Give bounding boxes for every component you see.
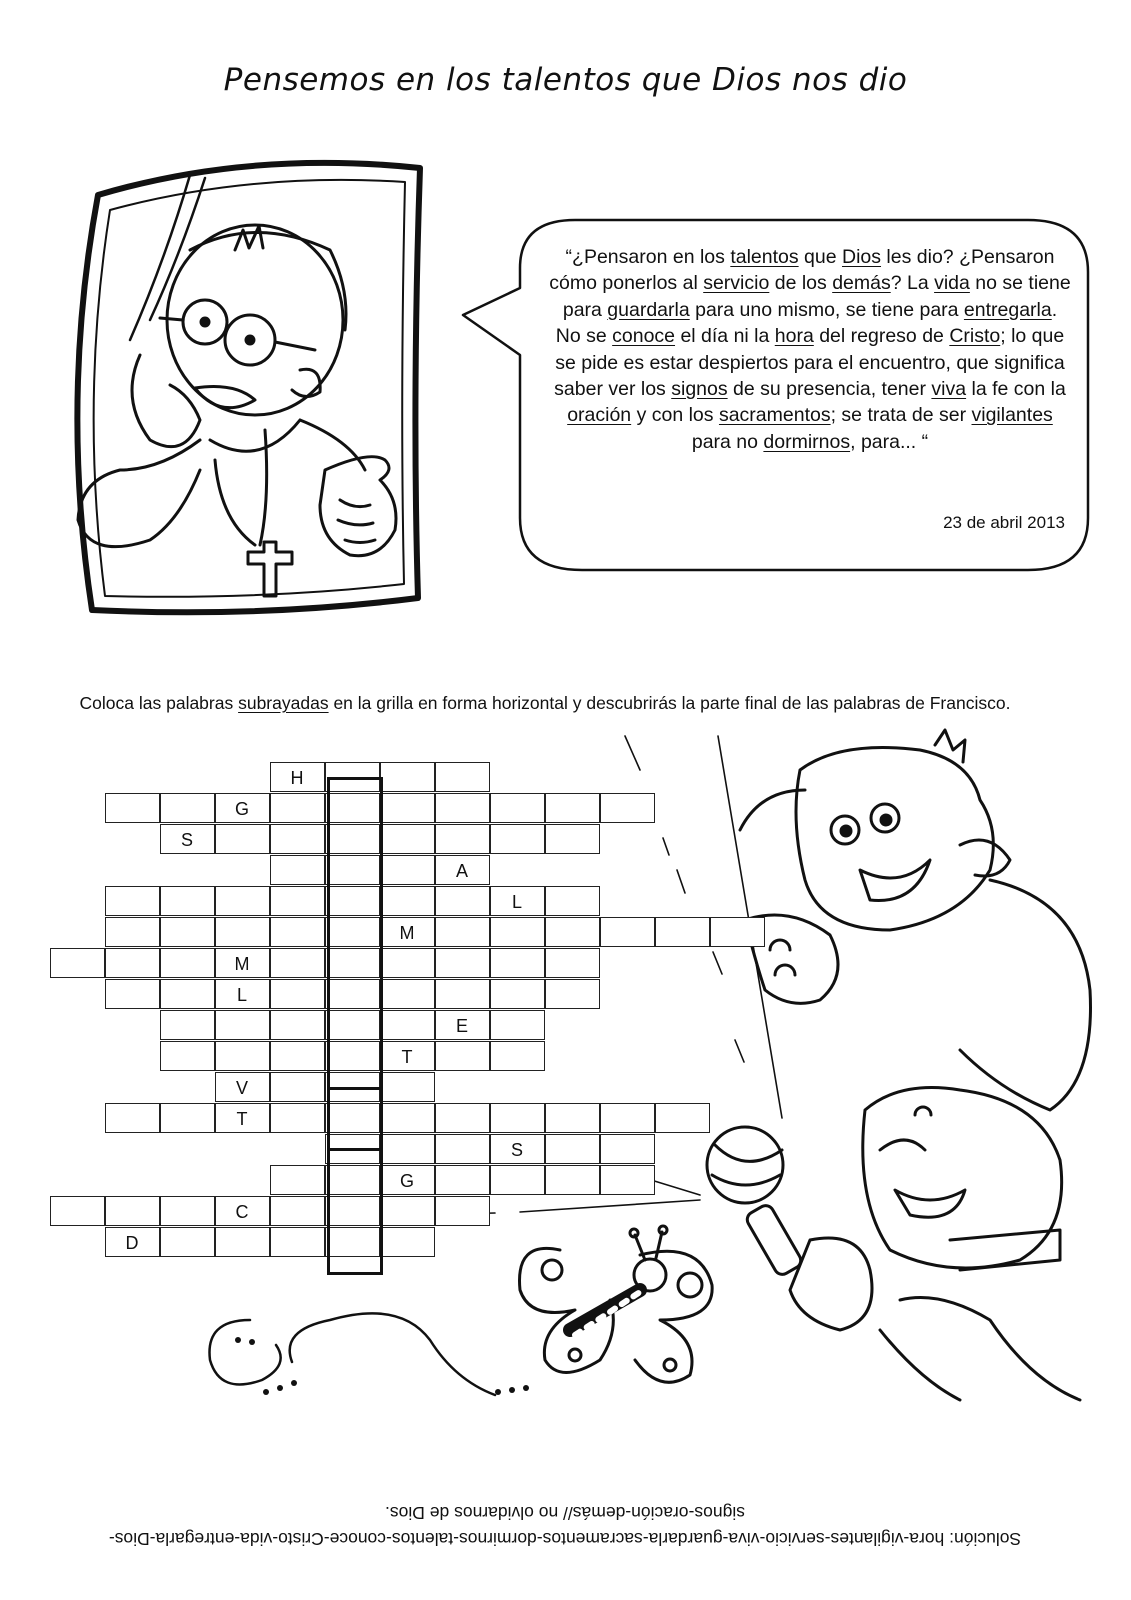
crossword-cell[interactable]: [215, 824, 270, 854]
pope-illustration: [77, 163, 420, 612]
crossword-cell[interactable]: S: [160, 824, 215, 854]
crossword-cell[interactable]: [160, 1041, 215, 1071]
crossword-cell[interactable]: [105, 1103, 160, 1133]
crossword-cell[interactable]: [435, 793, 490, 823]
crossword-cell[interactable]: [105, 979, 160, 1009]
crossword-cell[interactable]: [435, 1103, 490, 1133]
crossword-cell[interactable]: G: [215, 793, 270, 823]
crossword-cell[interactable]: [435, 762, 490, 792]
crossword-cell[interactable]: [545, 979, 600, 1009]
quote-segment: para uno mismo, se tiene para: [689, 298, 964, 321]
quote-segment: “¿Pensaron en los: [565, 246, 731, 268]
crossword-cell[interactable]: G: [380, 1165, 435, 1195]
crossword-cell[interactable]: C: [215, 1196, 270, 1226]
crossword-cell[interactable]: T: [215, 1103, 270, 1133]
crossword-cell[interactable]: [380, 1103, 435, 1133]
quote-segment: de los: [769, 272, 833, 295]
crossword-cell[interactable]: [105, 917, 160, 947]
crossword-cell[interactable]: D: [105, 1227, 160, 1257]
underlined-word: vigilantes: [971, 404, 1053, 427]
crossword-cell[interactable]: [270, 1010, 325, 1040]
crossword-cell[interactable]: [545, 948, 600, 978]
crossword-cell[interactable]: [380, 824, 435, 854]
quote-segment: el día ni la: [675, 325, 775, 348]
crossword-cell[interactable]: [490, 1165, 545, 1195]
quote-segment: del regreso de: [813, 325, 950, 348]
crossword-cell[interactable]: [160, 793, 215, 823]
crossword-cell[interactable]: [380, 886, 435, 916]
crossword-cell[interactable]: L: [215, 979, 270, 1009]
crossword-cell[interactable]: [490, 1010, 545, 1040]
quote-date: 23 de abril 2013: [943, 513, 1065, 532]
underlined-word: guardarla: [607, 298, 690, 321]
crossword-cell[interactable]: [325, 948, 380, 978]
crossword-cell[interactable]: [270, 824, 325, 854]
crossword-cell[interactable]: H: [270, 762, 325, 792]
underlined-word: viva: [931, 378, 967, 401]
crossword-cell[interactable]: [380, 793, 435, 823]
crossword-cell[interactable]: [270, 1196, 325, 1226]
crossword-cell[interactable]: T: [380, 1041, 435, 1071]
crossword-cell[interactable]: M: [380, 917, 435, 947]
crossword-cell[interactable]: [325, 1196, 380, 1226]
crossword-cell[interactable]: M: [215, 948, 270, 978]
crossword-cell[interactable]: E: [435, 1010, 490, 1040]
crossword-cell[interactable]: [490, 979, 545, 1009]
crossword-cell[interactable]: [655, 1103, 710, 1133]
crossword-cell[interactable]: [270, 917, 325, 947]
crossword-cell[interactable]: [270, 948, 325, 978]
crossword-cell[interactable]: [710, 917, 765, 947]
spiral-trail: [210, 1320, 281, 1385]
crossword-cell[interactable]: [160, 1010, 215, 1040]
crossword-cell[interactable]: [655, 917, 710, 947]
crossword-cell[interactable]: [380, 1010, 435, 1040]
crossword-cell[interactable]: [380, 855, 435, 885]
crossword-cell[interactable]: [600, 1134, 655, 1164]
underlined-word: Cristo: [949, 325, 1001, 348]
crossword-cell[interactable]: [545, 1103, 600, 1133]
crossword-cell[interactable]: [325, 793, 380, 823]
underlined-word: Dios: [842, 246, 882, 268]
crossword-cell[interactable]: [215, 917, 270, 947]
crossword-cell[interactable]: [545, 886, 600, 916]
crossword-cell[interactable]: [325, 1227, 380, 1257]
quote-segment: y con los: [631, 404, 719, 427]
crossword-cell[interactable]: [325, 1103, 380, 1133]
crossword-cell[interactable]: [380, 762, 435, 792]
underlined-word: oración: [567, 404, 632, 427]
crossword-cell[interactable]: [105, 793, 160, 823]
crossword-cell[interactable]: [325, 762, 380, 792]
crossword-cell[interactable]: [215, 1041, 270, 1071]
underlined-word: signos: [671, 378, 728, 401]
quote-segment: no se tiene para: [562, 272, 1071, 321]
instruction-after: en la grilla en forma horizontal y descubrirás la parte final de las palabras de Francisco.: [328, 693, 1011, 713]
crossword-cell[interactable]: [435, 948, 490, 978]
instruction-text: [60, 690, 1030, 716]
underlined-word: hora: [774, 325, 814, 348]
crossword-cell[interactable]: V: [215, 1072, 270, 1102]
crossword-cell[interactable]: [325, 855, 380, 885]
crossword-cell[interactable]: [490, 1041, 545, 1071]
crossword-cell[interactable]: [545, 824, 600, 854]
crossword-cell[interactable]: [215, 1227, 270, 1257]
crossword-cell[interactable]: [490, 793, 545, 823]
crossword-cell[interactable]: [270, 886, 325, 916]
crossword-cell[interactable]: [325, 1041, 380, 1071]
dotted-trail: [290, 1313, 495, 1395]
crossword-cell[interactable]: [545, 1165, 600, 1195]
crossword-cell[interactable]: [435, 824, 490, 854]
crossword-cell[interactable]: [600, 1165, 655, 1195]
crossword-cell[interactable]: [325, 979, 380, 1009]
underlined-word: demás: [832, 272, 891, 295]
crossword-cell[interactable]: [160, 917, 215, 947]
crossword-cell[interactable]: [270, 1165, 325, 1195]
underlined-word: talentos: [730, 246, 799, 268]
crossword-cell[interactable]: [380, 1196, 435, 1226]
crossword-cell[interactable]: [325, 1010, 380, 1040]
crossword-cell[interactable]: [380, 1072, 435, 1102]
crossword-cell[interactable]: [270, 1103, 325, 1133]
crossword-cell[interactable]: [435, 1134, 490, 1164]
children-illustration: [707, 730, 1091, 1400]
crossword-cell[interactable]: [435, 917, 490, 947]
underlined-word: entregarla: [963, 298, 1052, 321]
crossword-cell[interactable]: [160, 1196, 215, 1226]
quote-segment: de su presencia, tener: [727, 378, 932, 401]
crossword-cell[interactable]: [490, 1103, 545, 1133]
quote-segment: ; lo que se pide es estar despiertos para el encuentro, que significa saber ver los: [554, 325, 1065, 401]
pope-quote: [548, 244, 1072, 455]
crossword-cell[interactable]: [325, 824, 380, 854]
underlined-word: vida: [934, 272, 970, 295]
butterfly-illustration: [520, 1226, 713, 1382]
crossword-cell[interactable]: [325, 917, 380, 947]
quote-segment: para no: [691, 430, 764, 453]
crossword-cell[interactable]: [435, 1041, 490, 1071]
crossword-cell[interactable]: [160, 1227, 215, 1257]
crossword-cell[interactable]: [160, 979, 215, 1009]
crossword-cell[interactable]: [380, 948, 435, 978]
crossword-cell[interactable]: [600, 917, 655, 947]
crossword-cell[interactable]: [105, 886, 160, 916]
underlined-word: conoce: [612, 325, 676, 348]
underlined-word: dormirnos: [763, 430, 851, 453]
page-title: Pensemos en los talentos que Dios nos dio: [223, 62, 908, 98]
quote-segment: la fe con la: [966, 378, 1066, 401]
crossword-cell[interactable]: [435, 1165, 490, 1195]
crossword-cell[interactable]: [270, 1227, 325, 1257]
crossword-cell[interactable]: [270, 979, 325, 1009]
crossword-cell[interactable]: [50, 1196, 105, 1226]
crossword-cell[interactable]: [160, 948, 215, 978]
crossword-cell[interactable]: [215, 1010, 270, 1040]
instruction-underlined: subrayadas: [238, 693, 329, 713]
crossword-cell[interactable]: [105, 1196, 160, 1226]
crossword-cell[interactable]: [270, 855, 325, 885]
crossword-cell[interactable]: [50, 948, 105, 978]
crossword-cell[interactable]: [380, 1227, 435, 1257]
crossword-cell[interactable]: [490, 917, 545, 947]
crossword-cell[interactable]: [545, 917, 600, 947]
crossword-cell[interactable]: [270, 1072, 325, 1102]
crossword-cell[interactable]: [325, 1165, 380, 1195]
underlined-word: servicio: [703, 272, 770, 295]
solution-text: Solución: hora-vigilantes-servicio-viva-guardarla-sacramentos-dormirnos-talentos-conoce-Cristo-vida-entregarla-Dios-signos-oración-demás// no olvidarnos de Dios.: [108, 1503, 1022, 1549]
crossword-cell[interactable]: [380, 1134, 435, 1164]
crossword-cell[interactable]: L: [490, 886, 545, 916]
crossword-cell[interactable]: [545, 793, 600, 823]
key-column-divider: [327, 1087, 383, 1090]
crossword-cell[interactable]: [600, 1103, 655, 1133]
crossword-cell[interactable]: [490, 948, 545, 978]
crossword-cell[interactable]: [160, 1103, 215, 1133]
crossword-cell[interactable]: [435, 1196, 490, 1226]
crossword-cell[interactable]: [160, 886, 215, 916]
crossword-cell[interactable]: [215, 886, 270, 916]
crossword-cell[interactable]: [435, 979, 490, 1009]
crossword-cell[interactable]: [270, 793, 325, 823]
crossword-cell[interactable]: [600, 793, 655, 823]
crossword-cell[interactable]: [270, 1041, 325, 1071]
crossword-cell[interactable]: [545, 1134, 600, 1164]
crossword-cell[interactable]: [105, 948, 160, 978]
crossword-cell[interactable]: [325, 886, 380, 916]
quote-segment: ; se trata de ser: [830, 404, 972, 427]
quote-segment: , para... “: [850, 430, 929, 453]
key-column-divider: [327, 1148, 383, 1151]
quote-segment: les dio? ¿Pensaron cómo ponerlos al: [549, 246, 1055, 295]
crossword-cell[interactable]: [380, 979, 435, 1009]
quote-segment: . No se: [555, 298, 1058, 348]
crossword-cell[interactable]: A: [435, 855, 490, 885]
quote-segment: que: [798, 246, 842, 268]
quote-segment: ? La: [890, 272, 935, 295]
underlined-word: sacramentos: [718, 404, 831, 427]
crossword-cell[interactable]: [490, 824, 545, 854]
instruction-before: Coloca las palabras: [79, 693, 239, 713]
crossword-cell[interactable]: [435, 886, 490, 916]
crossword-cell[interactable]: S: [490, 1134, 545, 1164]
